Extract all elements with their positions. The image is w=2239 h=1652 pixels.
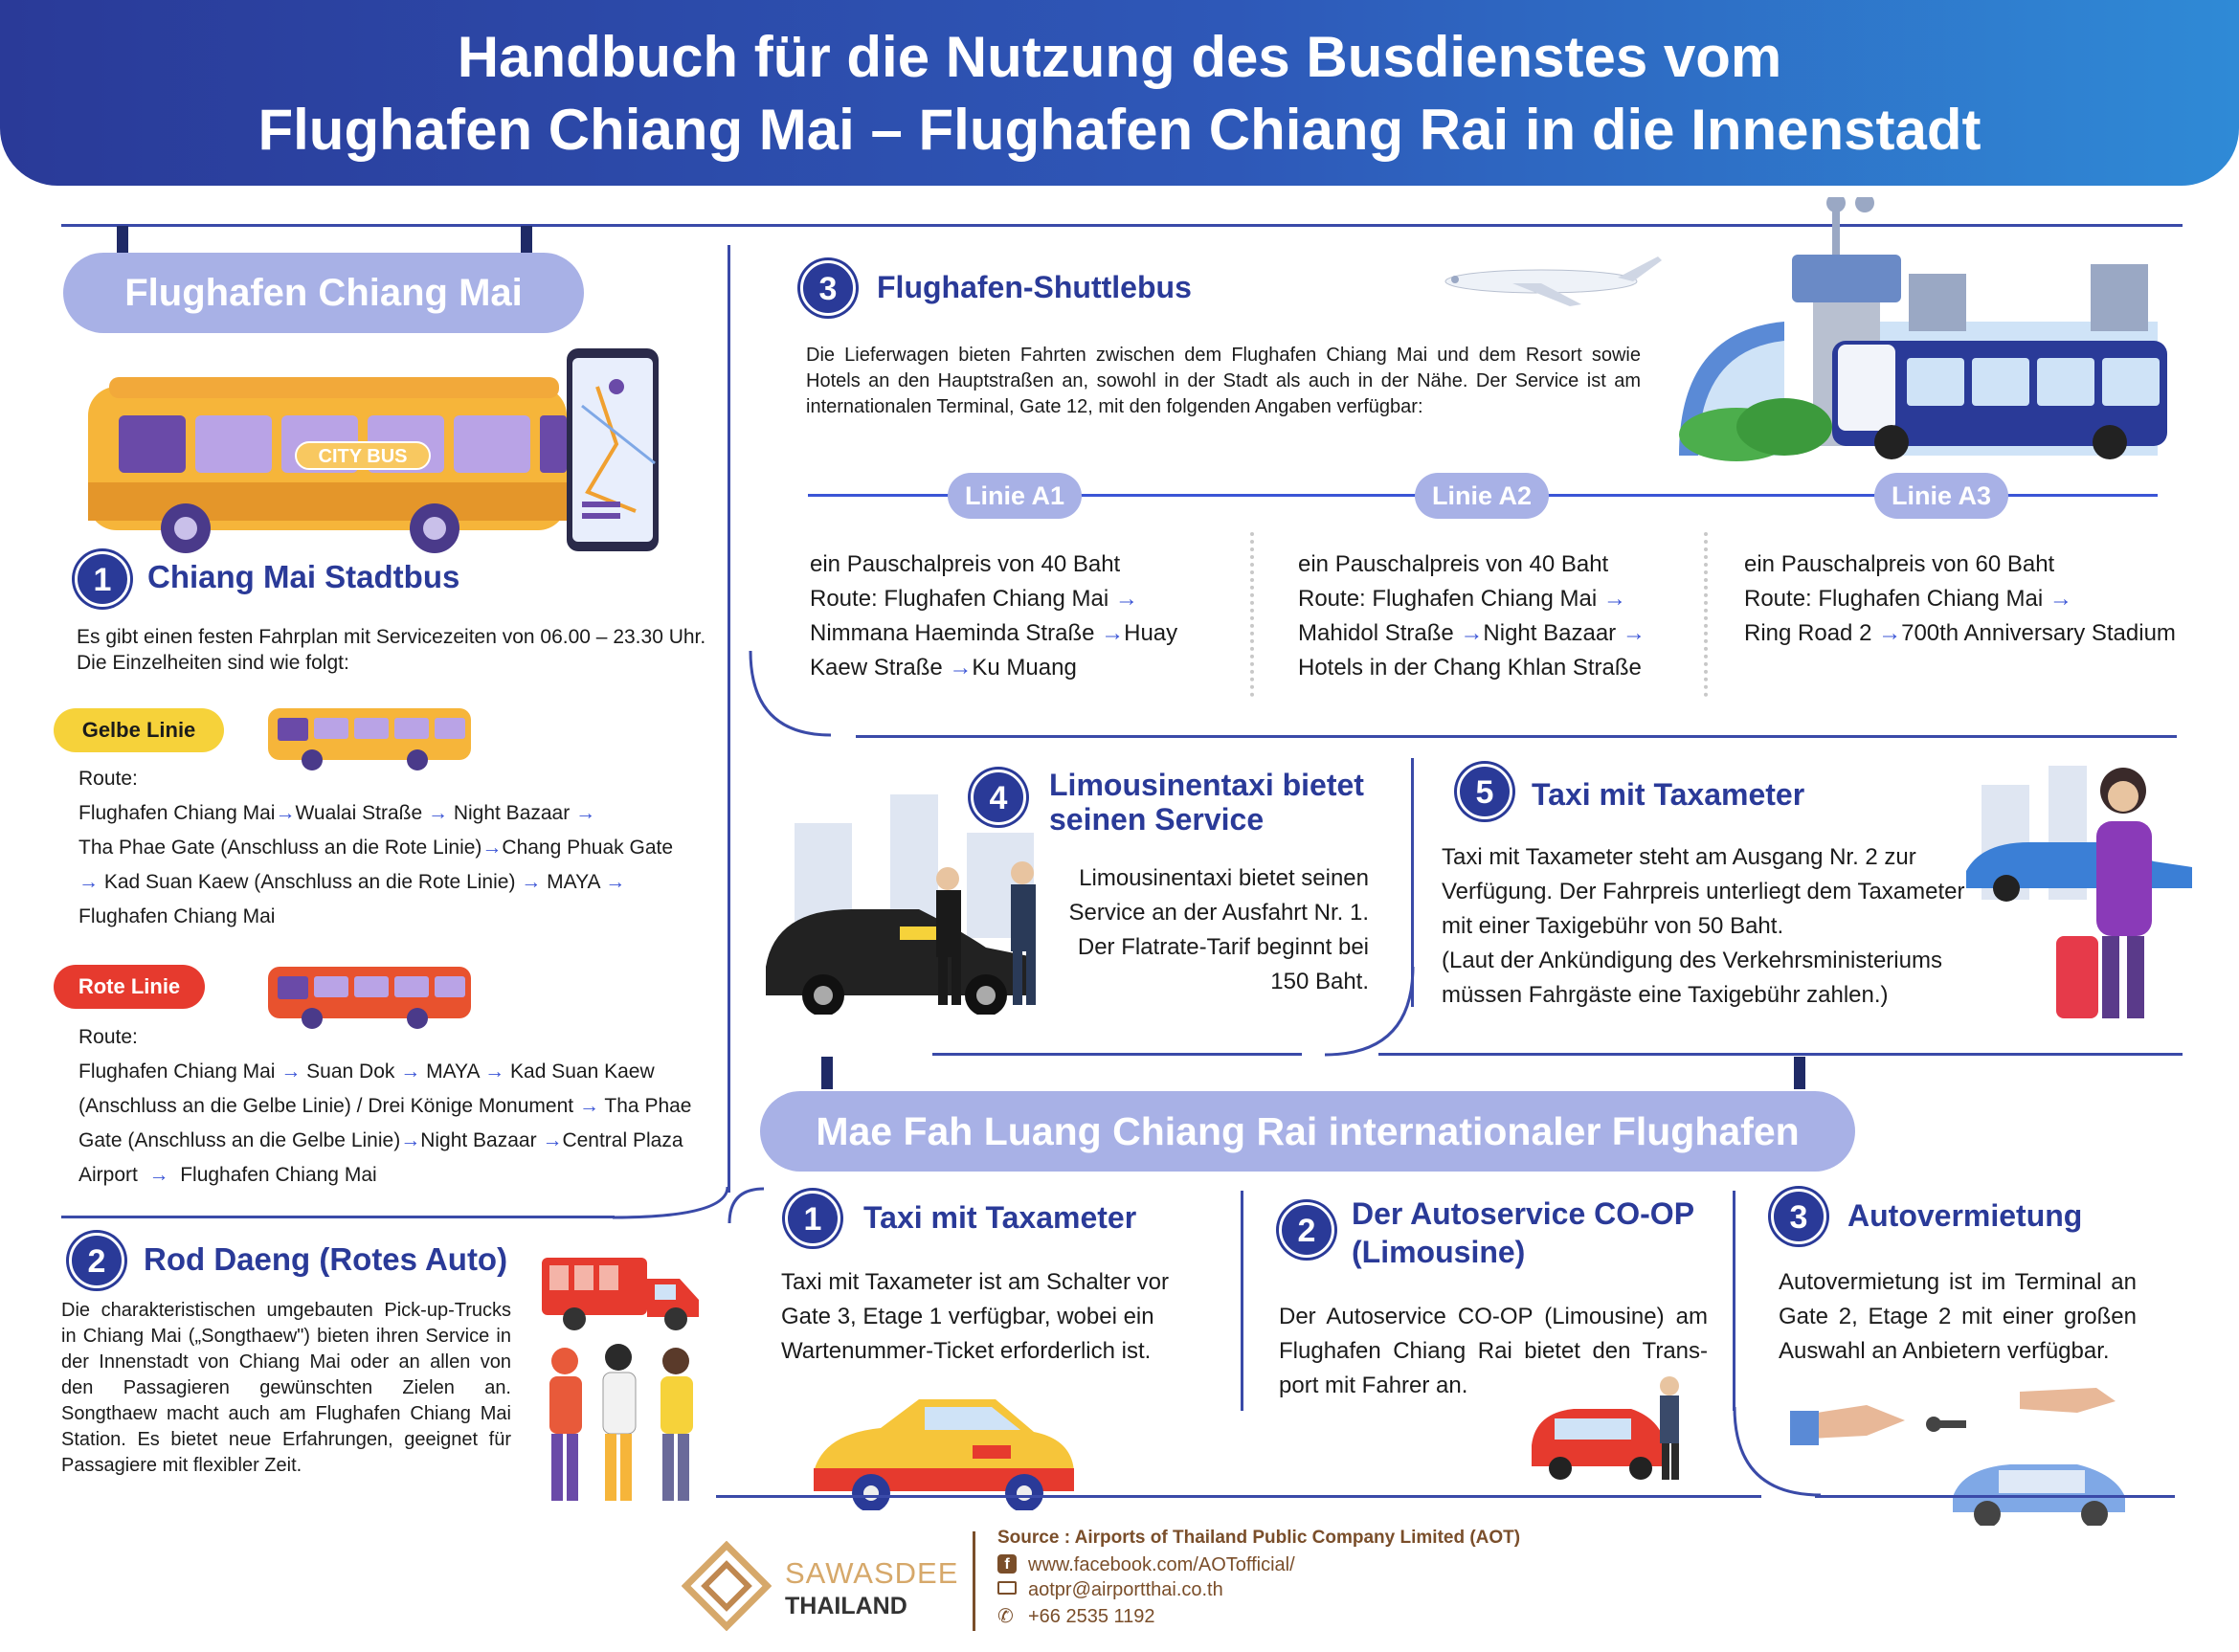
corner-curve — [728, 1187, 766, 1225]
bottom-rail — [716, 1495, 1761, 1498]
bottom-rail-right — [1815, 1495, 2175, 1498]
section-title-taxi-meter: Taxi mit Taxameter — [1532, 777, 1805, 812]
page-title-line1: Handbuch für die Nutzung des Busdienstes vom — [457, 25, 1782, 89]
yellow-line-badge: Gelbe Linie — [54, 708, 224, 752]
section-title-stadtbus: Chiang Mai Stadtbus — [147, 559, 460, 594]
section-title-limousine: Limousinentaxi bietet seinen Service — [1049, 768, 1364, 837]
red-route-line4: Airport → Flughafen Chiang Mai — [78, 1164, 377, 1186]
red-route-line1: Flughafen Chiang Mai → Suan Dok → MAYA → Kad Suan Kaew — [78, 1060, 655, 1083]
footer-divider — [973, 1531, 975, 1631]
yellow-route-line1: Flughafen Chiang Mai→Wualai Straße → Night Bazaar → — [78, 802, 596, 824]
airplane-icon — [1436, 251, 1666, 308]
arrow-icon: → — [575, 802, 596, 824]
phone-icon: ✆ — [997, 1606, 1014, 1627]
yellow-taxi-illustration — [804, 1386, 1082, 1510]
red-truck-icon — [536, 1250, 708, 1336]
arrow-icon: → — [1878, 620, 1902, 646]
corner-curve — [747, 651, 842, 739]
step-number-5: 5 — [1457, 764, 1512, 819]
arrow-icon: → — [521, 871, 542, 893]
chiang-rai-title-pill: Mae Fah Luang Chiang Rai internationaler Flughafen — [760, 1091, 1855, 1172]
linie-a3-details: ein Pauschalpreis von 60 Baht Route: Flughafen Chiang Mai → Ring Road 2 →700th Anniversary Stadium — [1744, 551, 2176, 646]
airport-bus-illustration — [1669, 197, 2171, 461]
linie-a1-pill: Linie A1 — [948, 473, 1082, 519]
arrow-icon: → — [280, 1060, 302, 1083]
step-number-2: 2 — [69, 1233, 124, 1288]
red-bus-icon — [264, 957, 477, 1032]
red-route-label: Route: — [78, 1026, 138, 1048]
arrow-icon: → — [949, 655, 973, 681]
arrow-icon: → — [148, 1164, 169, 1186]
yellow-route-line2: Tha Phae Gate (Anschluss an die Rote Linie)→Chang Phuak Gate — [78, 837, 674, 859]
column-divider — [728, 245, 730, 1193]
corner-curve — [1321, 967, 1417, 1059]
cr-step-number-2: 2 — [1279, 1202, 1334, 1258]
red-line-badge: Rote Linie — [54, 965, 205, 1009]
arrow-icon: → — [1602, 586, 1626, 612]
arrow-icon: → — [2049, 586, 2072, 612]
arrow-icon: → — [605, 871, 626, 893]
stadtbus-intro: Es gibt einen festen Fahrplan mit Servicezeiten von 06.00 – 23.30 Uhr. Die Einzelheiten sind wie folgt: — [77, 626, 706, 674]
yellow-route-line4: Flughafen Chiang Mai — [78, 905, 276, 927]
cr-step-number-3: 3 — [1771, 1189, 1826, 1244]
page-title-line2: Flughafen Chiang Mai – Flughafen Chiang Rai in die Innenstadt — [257, 98, 1982, 162]
yellow-bus-icon — [264, 699, 477, 773]
facebook-icon: f — [997, 1554, 1017, 1574]
rail-post — [521, 226, 532, 255]
brand-name-line1: SAWASDEE — [785, 1556, 959, 1590]
step-number-3: 3 — [800, 260, 856, 316]
rail-post — [117, 226, 128, 255]
city-bus-illustration — [80, 348, 683, 559]
city-bus-label: CITY BUS — [318, 446, 408, 467]
step-number-4: 4 — [971, 770, 1026, 825]
shuttle-text: Die Lieferwagen bieten Fahrten zwischen dem Flughafen Chiang Mai und dem Resort sowie Hotels an den Hauptstraßen an, sowohl in der Stadt als auch in der Nähe. Der Service ist am internationalen Terminal, Gate 12, mit den folgenden Angaben verfügbar: — [806, 345, 1641, 417]
section-title-shuttle: Flughafen-Shuttlebus — [877, 270, 1192, 304]
chiang-mai-title-pill: Flughafen Chiang Mai — [63, 253, 584, 333]
car-key-rental-illustration — [1790, 1382, 2173, 1526]
arrow-icon: → — [400, 1129, 421, 1151]
passengers-illustration — [536, 1344, 714, 1507]
arrow-icon: → — [275, 802, 296, 824]
limousine-text: Limousinentaxi bietet seinen Service an der Ausfahrt Nr. 1. Der Flatrate-Tarif beginnt bei 150 Baht. — [1068, 865, 1369, 994]
divider-taxi — [1378, 1053, 2183, 1056]
header-banner — [0, 0, 2239, 186]
arrow-icon: → — [1622, 620, 1646, 646]
red-car-driver-illustration — [1526, 1374, 1689, 1484]
arrow-icon: → — [78, 871, 99, 893]
dotted-separator — [1250, 532, 1254, 697]
linie-a2-details: ein Pauschalpreis von 40 Baht Route: Flughafen Chiang Mai → Mahidol Straße →Night Bazaar → Hotels in der Chang Khlan Straße — [1298, 551, 1646, 681]
cr-section-title-taxi: Taxi mit Taxameter — [863, 1200, 1137, 1235]
red-route-line3: Gate (Anschluss an die Gelbe Linie)→Night Bazaar →Central Plaza — [78, 1129, 683, 1151]
arrow-icon: → — [1460, 620, 1484, 646]
arrow-icon: → — [578, 1095, 599, 1117]
step-number-1: 1 — [75, 551, 130, 607]
cr-taxi-text: Taxi mit Taxameter ist am Schalter vor Gate 3, Etage 1 verfügbar, wobei ein Wartenummer-Ticket erforderlich ist. — [781, 1269, 1170, 1364]
column-divider — [1733, 1191, 1735, 1411]
arrow-icon: → — [400, 1060, 421, 1083]
linie-a1-details: ein Pauschalpreis von 40 Baht Route: Flughafen Chiang Mai → Nimmana Haeminda Straße →Huay Kaew Straße →Ku Muang — [810, 551, 1178, 681]
cr-coop-text: Der Autoservice CO-OP (Limousine) am Flughafen Chiang Rai bietet den Trans-port mit Fahrer an. — [1279, 1304, 1708, 1398]
rod-daeng-text: Die charakteristischen umgebauten Pick-up-Trucks in Chiang Mai („Songthaew") bieten ihren Service in der Innenstadt von Chiang Mai oder an allen von den Passagieren gewünschten Zielen an. Songthaew macht auch am Flughafen Chiang Mai Station. Es bietet neue Erfahrungen, geeignet für Passagiere mit flexibler Zeit. — [61, 1300, 511, 1476]
linie-a2-pill: Linie A2 — [1415, 473, 1549, 519]
column-divider — [1241, 1191, 1243, 1411]
section-title-rod-daeng: Rod Daeng (Rotes Auto) — [144, 1241, 508, 1277]
arrow-icon: → — [481, 837, 503, 859]
email-link[interactable]: aotpr@airportthai.co.th — [1028, 1579, 1223, 1600]
taxi-woman-illustration — [1962, 766, 2202, 1034]
phone-number: +66 2535 1192 — [1028, 1606, 1155, 1627]
brand-name-line2: THAILAND — [785, 1593, 907, 1619]
rail-post — [1794, 1057, 1805, 1089]
arrow-icon: → — [484, 1060, 505, 1083]
divider-shuttle — [856, 735, 2177, 738]
cr-section-title-rental: Autovermietung — [1847, 1198, 2083, 1233]
arrow-icon: → — [542, 1129, 563, 1151]
rail-post — [821, 1057, 833, 1089]
facebook-link[interactable]: www.facebook.com/AOTofficial/ — [1028, 1554, 1295, 1575]
red-route-line2: (Anschluss an die Gelbe Linie) / Drei Könige Monument → Tha Phae — [78, 1095, 692, 1117]
yellow-route-line3: → Kad Suan Kaew (Anschluss an die Rote Linie) → MAYA → — [78, 871, 626, 893]
cr-section-title-coop: Der Autoservice CO-OP (Limousine) — [1352, 1196, 1695, 1269]
divider-left-bottom — [61, 1216, 615, 1218]
divider-limo — [932, 1053, 1302, 1056]
linie-a3-pill: Linie A3 — [1874, 473, 2008, 519]
sawasdee-logo-icon — [682, 1541, 772, 1631]
arrow-icon: → — [1114, 586, 1138, 612]
arrow-icon: → — [1101, 620, 1125, 646]
email-icon — [997, 1581, 1017, 1595]
yellow-route-label: Route: — [78, 768, 138, 790]
cr-rental-text: Autovermietung ist im Terminal an Gate 2, Etage 2 mit einer großen Auswahl an Anbietern verfügbar. — [1779, 1269, 2137, 1364]
source-text: Source : Airports of Thailand Public Company Limited (AOT) — [997, 1528, 1521, 1548]
arrow-icon: → — [427, 802, 448, 824]
cr-step-number-1: 1 — [785, 1191, 840, 1246]
dotted-separator — [1704, 532, 1708, 697]
corner-curve — [613, 1187, 731, 1219]
corner-curve — [1733, 1407, 1825, 1497]
taxi-meter-text: Taxi mit Taxameter steht am Ausgang Nr. 2 zur Verfügung. Der Fahrpreis unterliegt dem Taxameter mit einer Taxigebühr von 50 Baht. (Laut der Ankündigung des Verkehrsministeriums müssen Fahrgäste eine Taxigebühr zahlen.) — [1442, 844, 1965, 1008]
